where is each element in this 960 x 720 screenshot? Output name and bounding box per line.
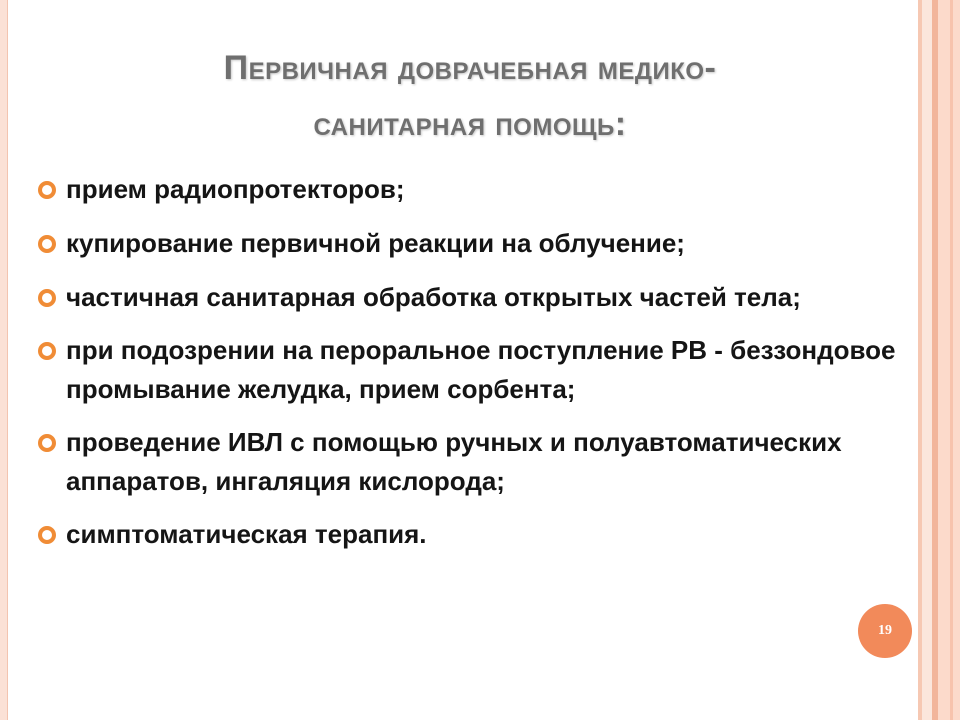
bullet-text: при подозрении на пероральное поступление РВ - беззондовое промывание желудка, прием сорбента; <box>66 335 896 404</box>
slide-title-line-2: санитарная помощь: <box>313 105 627 143</box>
bullet-text: прием радиопротекторов; <box>66 174 405 204</box>
page-number-badge: 19 <box>858 604 912 658</box>
right-stripe-decoration <box>950 0 953 720</box>
slide-title <box>40 40 900 152</box>
right-stripe-decoration <box>938 0 960 720</box>
bullet-item <box>36 170 916 209</box>
bullet-text: купирование первичной реакции на облучение; <box>66 228 685 258</box>
bullet-item <box>36 515 916 554</box>
bullet-item <box>36 331 916 409</box>
right-stripe-decoration <box>922 0 932 720</box>
bullet-item <box>36 224 916 263</box>
ring-bullet-icon <box>38 434 56 452</box>
bullet-item <box>36 278 916 317</box>
ring-bullet-icon <box>38 235 56 253</box>
left-border-decoration <box>0 0 8 720</box>
bullet-text: частичная санитарная обработка открытых частей тела; <box>66 282 801 312</box>
slide-title-line-1: Первичная доврачебная медико- <box>223 49 717 87</box>
ring-bullet-icon <box>38 342 56 360</box>
bullet-text: проведение ИВЛ с помощью ручных и полуавтоматических аппаратов, ингаляция кислорода; <box>66 427 842 496</box>
bullet-list <box>36 170 916 569</box>
ring-bullet-icon <box>38 181 56 199</box>
bullet-text: симптоматическая терапия. <box>66 519 427 549</box>
ring-bullet-icon <box>38 526 56 544</box>
ring-bullet-icon <box>38 289 56 307</box>
bullet-item <box>36 423 916 501</box>
